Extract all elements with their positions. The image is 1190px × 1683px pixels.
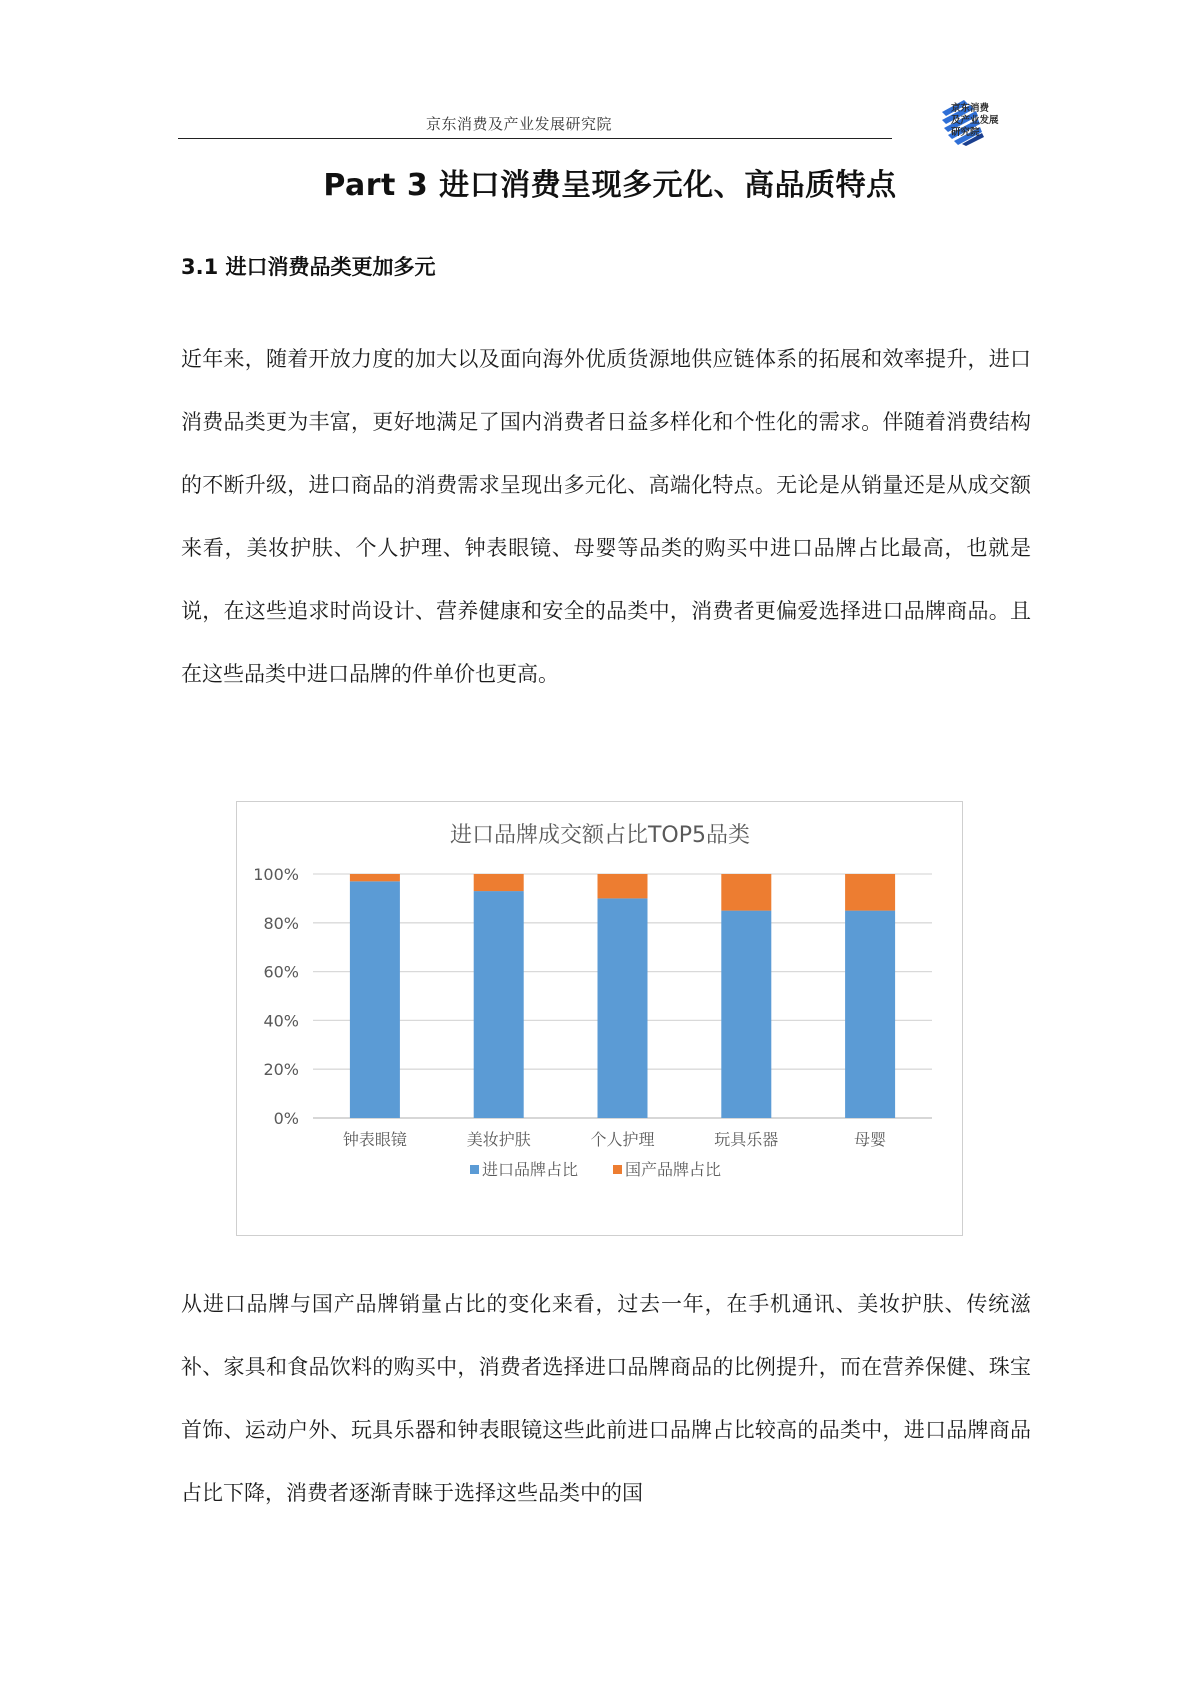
- header-institute-name: 京东消费及产业发展研究院: [426, 115, 613, 133]
- stacked-bar-chart: [237, 802, 964, 1237]
- x-tick-label: 母婴: [854, 1130, 887, 1149]
- logo-text-line: 及产业发展: [951, 115, 999, 126]
- bar-segment: [721, 911, 771, 1118]
- bar-segment: [474, 891, 524, 1118]
- legend-swatch: [613, 1165, 622, 1174]
- page-title: Part 3 进口消费呈现多元化、高品质特点: [323, 168, 897, 203]
- logo-text-line: 研究院: [951, 127, 980, 138]
- chart-title: 进口品牌成交额占比TOP5品类: [449, 823, 751, 848]
- bar-segment: [598, 874, 648, 898]
- legend-label: 进口品牌占比: [482, 1160, 579, 1179]
- bar-segment: [350, 881, 400, 1118]
- legend-label: 国产品牌占比: [625, 1160, 722, 1179]
- chart-y-axis: [253, 865, 299, 1128]
- header-divider: [178, 138, 892, 139]
- bar-segment: [350, 874, 400, 881]
- chart-bars: [350, 874, 895, 1118]
- x-tick-label: 个人护理: [590, 1130, 655, 1149]
- x-tick-label: 钟表眼镜: [342, 1130, 407, 1149]
- logo-text: [951, 103, 1031, 139]
- bar-segment: [598, 898, 648, 1118]
- y-tick-label: 80%: [263, 913, 299, 933]
- y-tick-label: 40%: [263, 1011, 299, 1031]
- bar-segment: [721, 874, 771, 911]
- body-paragraph-1: 近年来，随着开放力度的加大以及面向海外优质货源地供应链体系的拓展和效率提升，进口消费品类更为丰富，更好地满足了国内消费者日益多样化和个性化的需求。伴随着消费结构的不断升级，进口商品的消费需求呈现出多元化、高端化特点。无论是从销量还是从成交额来看，美妆护肤、个人护理、钟表眼镜、母婴等品类的购买中进口品牌占比最高，也就是说，在这些追求时尚设计、营养健康和安全的品类中，消费者更偏爱选择进口品牌商品。且在这些品类中进口品牌的件单价也更高。: [181, 347, 1031, 686]
- chart-container: [236, 801, 963, 1236]
- bar-segment: [474, 874, 524, 891]
- y-tick-label: 0%: [273, 1109, 299, 1128]
- chart-x-axis: [343, 1130, 886, 1149]
- body-paragraph-2: 从进口品牌与国产品牌销量占比的变化来看，过去一年，在手机通讯、美妆护肤、传统滋补、家具和食品饮料的购买中，消费者选择进口品牌商品的比例提升，而在营养保健、珠宝首饰、运动户外、玩具乐器和钟表眼镜这些此前进口品牌占比较高的品类中，进口品牌商品占比下降，消费者逐渐青睐于选择这些品类中的国: [181, 1292, 1031, 1505]
- logo-text-line: 京东消费: [951, 103, 990, 114]
- x-tick-label: 玩具乐器: [714, 1130, 779, 1149]
- chart-legend: [470, 1160, 721, 1179]
- bar-segment: [845, 911, 895, 1118]
- bar-segment: [845, 874, 895, 911]
- y-tick-label: 20%: [263, 1060, 299, 1080]
- y-tick-label: 100%: [253, 865, 299, 884]
- x-tick-label: 美妆护肤: [466, 1130, 531, 1149]
- y-tick-label: 60%: [263, 962, 299, 982]
- legend-swatch: [470, 1165, 479, 1174]
- section-heading: 3.1 进口消费品类更加多元: [181, 255, 436, 279]
